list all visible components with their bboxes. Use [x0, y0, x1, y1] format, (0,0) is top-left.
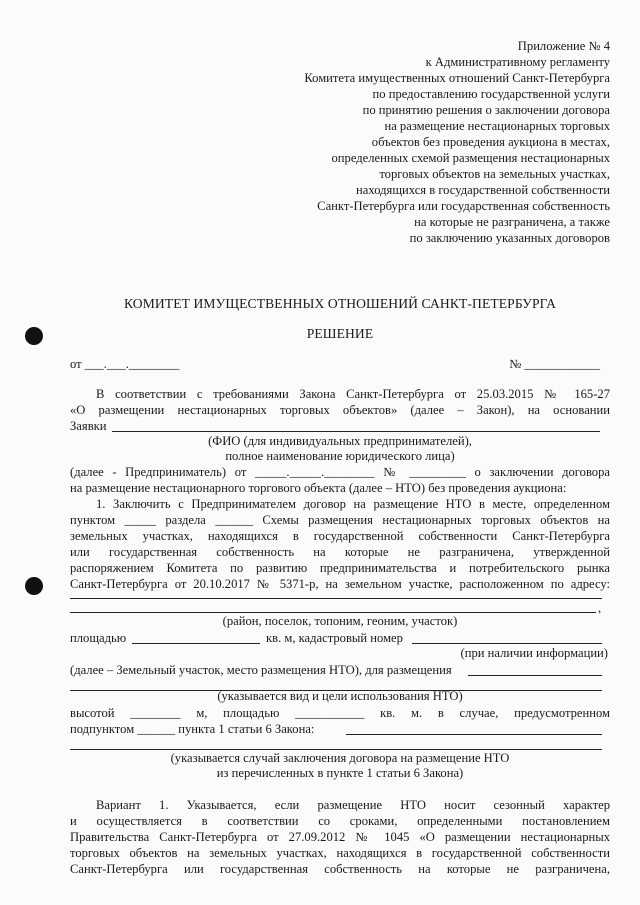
date-field: от ___.___.________ — [70, 357, 180, 371]
paragraph-line: пунктом _____ раздела ______ Схемы размещения нестационарных торговых объектов на — [70, 513, 610, 527]
variant-line: и осуществляется в соответствии со сроками, определенными постановлением — [70, 814, 610, 828]
area-units: кв. м, кадастровый номер — [266, 631, 403, 645]
appendix-line: по принятию решения о заключении договора — [362, 103, 610, 117]
binder-hole-bottom — [25, 577, 43, 595]
address-fill-line — [70, 598, 602, 599]
appendix-line: на размещение нестационарных торговых — [384, 119, 610, 133]
applicant-fill-line — [112, 431, 600, 432]
cadastral-fill-line — [412, 643, 602, 644]
appendix-line: объектов без проведения аукциона в местах, — [371, 135, 610, 149]
number-field: № ____________ — [509, 357, 600, 371]
variant-line: торговых объектов на земельных участках, находящихся в государственной собственности — [70, 846, 610, 860]
placement-fill-line — [468, 675, 602, 676]
appendix-line: Комитета имущественных отношений Санкт-Петербурга — [304, 71, 610, 85]
appendix-line: на которые не разграничена, а также — [414, 215, 610, 229]
paragraph-line: Санкт-Петербурга от 20.10.2017 № 5371-р, на земельном участке, расположенном по адресу: — [70, 577, 610, 591]
variant-line: Правительства Санкт-Петербурга от 27.09.2012 № 1045 «О размещении нестационарных — [70, 830, 610, 844]
appendix-line: по предоставлению государственной услуги — [372, 87, 610, 101]
appendix-line: Приложение № 4 — [517, 39, 610, 53]
appendix-line: по заключению указанных договоров — [409, 231, 610, 245]
decision-title: РЕШЕНИЕ — [306, 326, 374, 341]
height-line: высотой ________ м, площадью ___________ кв. м. в случае, предусмотренном — [70, 706, 610, 720]
caption-case: (указывается случай заключения договора на размещение НТО — [170, 751, 510, 765]
placement-label: (далее – Земельный участок, место размещения НТО), для размещения — [70, 663, 452, 677]
paragraph-line: (далее - Предприниматель) от _____._____.________ № _________ о заключении договора — [70, 465, 610, 479]
committee-title: КОМИТЕТ ИМУЩЕСТВЕННЫХ ОТНОШЕНИЙ САНКТ-ПЕТЕРБУРГА — [123, 296, 557, 311]
binder-hole-top — [25, 327, 43, 345]
caption-case: из перечисленных в пункте 1 статьи 6 Закона) — [216, 766, 464, 780]
area-fill-line — [132, 643, 260, 644]
paragraph-line: земельных участках, находящихся в государственной собственности Санкт-Петербурга — [70, 529, 610, 543]
caption-fio: (ФИО (для индивидуальных предпринимателей), — [208, 434, 472, 448]
address-comma: , — [598, 601, 602, 615]
subpoint-line: подпунктом ______ пункта 1 статьи 6 Закона: — [70, 722, 315, 736]
paragraph-line: или государственная собственность на которые не разграничена, утвержденной — [70, 545, 610, 559]
caption-if-available: (при наличии информации) — [460, 646, 608, 660]
caption-address: (район, поселок, топоним, геоним, участок) — [222, 614, 458, 628]
area-label: площадью — [70, 631, 127, 645]
caption-fio: полное наименование юридического лица) — [225, 449, 455, 463]
applicant-label: Заявки — [70, 419, 107, 433]
appendix-line: Санкт-Петербурга или государственная собственность — [317, 199, 610, 213]
paragraph-line: распоряжением Комитета по развитию предпринимательства и потребительского рынка — [70, 561, 610, 575]
paragraph-line: 1. Заключить с Предпринимателем договор на размещение НТО в месте, определенном — [96, 497, 610, 511]
appendix-line: торговых объектов на земельных участках, — [379, 167, 610, 181]
paragraph-line: В соответствии с требованиями Закона Санкт-Петербурга от 25.03.2015 № 165-27 — [96, 387, 610, 401]
appendix-line: к Административному регламенту — [425, 55, 610, 69]
paragraph-line: «О размещении нестационарных торговых объектов» (далее – Закон), на основании — [70, 403, 610, 417]
variant-line: Санкт-Петербурга или государственная собственность на которые не разграничена, — [70, 862, 610, 876]
caption-type: (указывается вид и цели использования НТО) — [217, 689, 463, 703]
appendix-line: определенных схемой размещения нестационарных — [331, 151, 610, 165]
appendix-line: находящихся в государственной собственности — [356, 183, 610, 197]
subpoint-fill-line — [346, 734, 602, 735]
variant-line: Вариант 1. Указывается, если размещение НТО носит сезонный характер — [96, 798, 610, 812]
paragraph-line: на размещение нестационарного торгового объекта (далее – НТО) без проведения аукциона: — [70, 481, 567, 495]
